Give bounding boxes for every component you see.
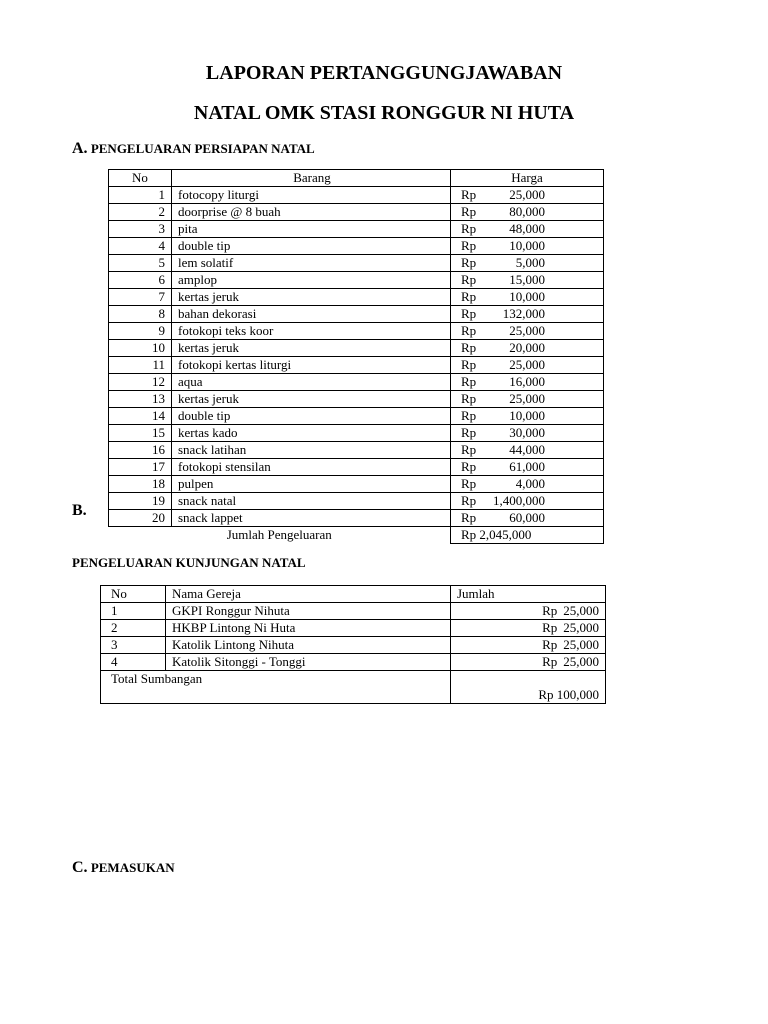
table-row bbox=[109, 187, 604, 204]
total-row bbox=[101, 671, 606, 704]
section-a-heading bbox=[72, 140, 315, 158]
price-value: 25,000 bbox=[509, 357, 545, 372]
table-row bbox=[109, 459, 604, 476]
currency-label: Rp bbox=[461, 510, 477, 525]
table-row bbox=[109, 306, 604, 323]
row-no: 16 bbox=[109, 442, 172, 459]
table-row bbox=[109, 391, 604, 408]
section-a-title: PENGELUARAN PERSIAPAN NATAL bbox=[90, 141, 315, 156]
price-value: 10,000 bbox=[509, 238, 545, 253]
price-value: 5,000 bbox=[515, 255, 545, 270]
row-price bbox=[451, 476, 604, 493]
table-row bbox=[109, 238, 604, 255]
header-price: Harga bbox=[451, 170, 604, 187]
amount-value: 25,000 bbox=[563, 603, 599, 618]
section-c-heading bbox=[72, 859, 175, 877]
section-b-letter: B. bbox=[72, 502, 87, 519]
row-item: amplop bbox=[172, 272, 451, 289]
row-no: 19 bbox=[109, 493, 172, 510]
row-price bbox=[451, 493, 604, 510]
price-value: 25,000 bbox=[509, 391, 545, 406]
currency-label: Rp bbox=[542, 620, 558, 635]
row-item: snack latihan bbox=[172, 442, 451, 459]
table-row bbox=[109, 442, 604, 459]
price-value: 10,000 bbox=[509, 408, 545, 423]
header-name: Nama Gereja bbox=[166, 586, 451, 603]
row-item: fotokopi stensilan bbox=[172, 459, 451, 476]
total-label: Total Sumbangan bbox=[101, 671, 451, 704]
table-row bbox=[109, 425, 604, 442]
price-value: 15,000 bbox=[509, 272, 545, 287]
row-no: 8 bbox=[109, 306, 172, 323]
row-price bbox=[451, 323, 604, 340]
row-item: kertas jeruk bbox=[172, 340, 451, 357]
row-price bbox=[451, 255, 604, 272]
row-church-name: Katolik Sitonggi - Tonggi bbox=[166, 654, 451, 671]
table-header-row bbox=[109, 170, 604, 187]
amount-value: 25,000 bbox=[563, 637, 599, 652]
row-item: doorprise @ 8 buah bbox=[172, 204, 451, 221]
price-value: 10,000 bbox=[509, 289, 545, 304]
row-amount bbox=[451, 637, 606, 654]
row-item: aqua bbox=[172, 374, 451, 391]
row-no: 7 bbox=[109, 289, 172, 306]
row-price bbox=[451, 442, 604, 459]
currency-label: Rp bbox=[461, 323, 477, 338]
report-subtitle: NATAL OMK STASI RONGGUR NI HUTA bbox=[193, 102, 575, 124]
section-a-letter: A. bbox=[72, 140, 88, 157]
table-row bbox=[109, 510, 604, 527]
row-price bbox=[451, 391, 604, 408]
row-item: snack natal bbox=[172, 493, 451, 510]
row-no: 1 bbox=[101, 603, 166, 620]
total-label: Jumlah Pengeluaran bbox=[109, 527, 451, 544]
currency-label: Rp bbox=[461, 442, 477, 457]
row-price bbox=[451, 306, 604, 323]
table-row bbox=[109, 289, 604, 306]
price-value: 1,400,000 bbox=[493, 493, 545, 508]
currency-label: Rp bbox=[461, 187, 477, 202]
currency-label: Rp bbox=[461, 238, 477, 253]
row-church-name: GKPI Ronggur Nihuta bbox=[166, 603, 451, 620]
row-item: double tip bbox=[172, 238, 451, 255]
price-value: 132,000 bbox=[502, 306, 545, 321]
table-row bbox=[109, 357, 604, 374]
row-price bbox=[451, 238, 604, 255]
price-value: 30,000 bbox=[509, 425, 545, 440]
table-row bbox=[109, 493, 604, 510]
row-amount bbox=[451, 603, 606, 620]
table-row bbox=[101, 637, 606, 654]
total-row bbox=[109, 527, 604, 544]
row-no: 20 bbox=[109, 510, 172, 527]
header-item: Barang bbox=[172, 170, 451, 187]
price-value: 25,000 bbox=[509, 187, 545, 202]
table-row bbox=[109, 408, 604, 425]
currency-label: Rp bbox=[461, 425, 477, 440]
price-value: 20,000 bbox=[509, 340, 545, 355]
table-row bbox=[109, 323, 604, 340]
price-value: 61,000 bbox=[509, 459, 545, 474]
row-amount bbox=[451, 620, 606, 637]
row-item: pulpen bbox=[172, 476, 451, 493]
row-item: lem solatif bbox=[172, 255, 451, 272]
row-item: kertas jeruk bbox=[172, 391, 451, 408]
row-item: snack lappet bbox=[172, 510, 451, 527]
row-item: fotokopi teks koor bbox=[172, 323, 451, 340]
report-title: LAPORAN PERTANGGUNGJAWABAN bbox=[205, 62, 563, 84]
row-no: 4 bbox=[109, 238, 172, 255]
header-no: No bbox=[109, 170, 172, 187]
currency-label: Rp bbox=[461, 493, 477, 508]
currency-label: Rp bbox=[461, 459, 477, 474]
row-no: 6 bbox=[109, 272, 172, 289]
currency-label: Rp bbox=[461, 289, 477, 304]
section-b-title: PENGELUARAN KUNJUNGAN NATAL bbox=[72, 555, 306, 570]
row-price bbox=[451, 272, 604, 289]
row-price bbox=[451, 510, 604, 527]
section-c-letter: C. bbox=[72, 859, 88, 876]
row-amount bbox=[451, 654, 606, 671]
row-no: 12 bbox=[109, 374, 172, 391]
row-no: 3 bbox=[101, 637, 166, 654]
table-row bbox=[101, 603, 606, 620]
row-item: kertas kado bbox=[172, 425, 451, 442]
row-no: 11 bbox=[109, 357, 172, 374]
currency-label: Rp bbox=[461, 391, 477, 406]
row-no: 2 bbox=[109, 204, 172, 221]
row-price bbox=[451, 425, 604, 442]
row-church-name: HKBP Lintong Ni Huta bbox=[166, 620, 451, 637]
row-no: 15 bbox=[109, 425, 172, 442]
row-no: 13 bbox=[109, 391, 172, 408]
expense-visit-table bbox=[100, 585, 606, 704]
currency-label: Rp bbox=[542, 603, 558, 618]
currency-label: Rp bbox=[461, 357, 477, 372]
row-no: 14 bbox=[109, 408, 172, 425]
table-row bbox=[101, 654, 606, 671]
row-item: pita bbox=[172, 221, 451, 238]
amount-value: 25,000 bbox=[563, 620, 599, 635]
table-row bbox=[109, 272, 604, 289]
table-row bbox=[109, 374, 604, 391]
row-item: kertas jeruk bbox=[172, 289, 451, 306]
header-no: No bbox=[101, 586, 166, 603]
table-header-row bbox=[101, 586, 606, 603]
currency-label: Rp bbox=[461, 340, 477, 355]
table-row bbox=[109, 255, 604, 272]
row-price bbox=[451, 340, 604, 357]
row-price bbox=[451, 187, 604, 204]
header-amount: Jumlah bbox=[451, 586, 606, 603]
price-value: 25,000 bbox=[509, 323, 545, 338]
row-no: 18 bbox=[109, 476, 172, 493]
price-value: 80,000 bbox=[509, 204, 545, 219]
currency-label: Rp bbox=[542, 637, 558, 652]
table-row bbox=[109, 221, 604, 238]
total-value: Rp 100,000 bbox=[451, 671, 606, 704]
row-no: 3 bbox=[109, 221, 172, 238]
price-value: 48,000 bbox=[509, 221, 545, 236]
row-price bbox=[451, 374, 604, 391]
row-item: bahan dekorasi bbox=[172, 306, 451, 323]
expense-preparation-table bbox=[108, 169, 604, 544]
price-value: 60,000 bbox=[509, 510, 545, 525]
row-price bbox=[451, 459, 604, 476]
row-no: 10 bbox=[109, 340, 172, 357]
row-price bbox=[451, 204, 604, 221]
row-price bbox=[451, 289, 604, 306]
total-value: Rp 2,045,000 bbox=[451, 527, 604, 544]
row-no: 17 bbox=[109, 459, 172, 476]
row-church-name: Katolik Lintong Nihuta bbox=[166, 637, 451, 654]
currency-label: Rp bbox=[542, 654, 558, 669]
currency-label: Rp bbox=[461, 272, 477, 287]
row-price bbox=[451, 357, 604, 374]
row-no: 1 bbox=[109, 187, 172, 204]
currency-label: Rp bbox=[461, 221, 477, 236]
table-row bbox=[109, 340, 604, 357]
row-price bbox=[451, 408, 604, 425]
row-item: fotocopy liturgi bbox=[172, 187, 451, 204]
price-value: 4,000 bbox=[515, 476, 545, 491]
row-item: double tip bbox=[172, 408, 451, 425]
row-item: fotokopi kertas liturgi bbox=[172, 357, 451, 374]
currency-label: Rp bbox=[461, 374, 477, 389]
row-no: 2 bbox=[101, 620, 166, 637]
amount-value: 25,000 bbox=[563, 654, 599, 669]
row-no: 5 bbox=[109, 255, 172, 272]
price-value: 16,000 bbox=[509, 374, 545, 389]
currency-label: Rp bbox=[461, 255, 477, 270]
table-row bbox=[101, 620, 606, 637]
currency-label: Rp bbox=[461, 306, 477, 321]
currency-label: Rp bbox=[461, 408, 477, 423]
row-no: 4 bbox=[101, 654, 166, 671]
row-no: 9 bbox=[109, 323, 172, 340]
table-row bbox=[109, 204, 604, 221]
currency-label: Rp bbox=[461, 204, 477, 219]
currency-label: Rp bbox=[461, 476, 477, 491]
section-c-title: PEMASUKAN bbox=[90, 860, 175, 875]
price-value: 44,000 bbox=[509, 442, 545, 457]
table-row bbox=[109, 476, 604, 493]
row-price bbox=[451, 221, 604, 238]
